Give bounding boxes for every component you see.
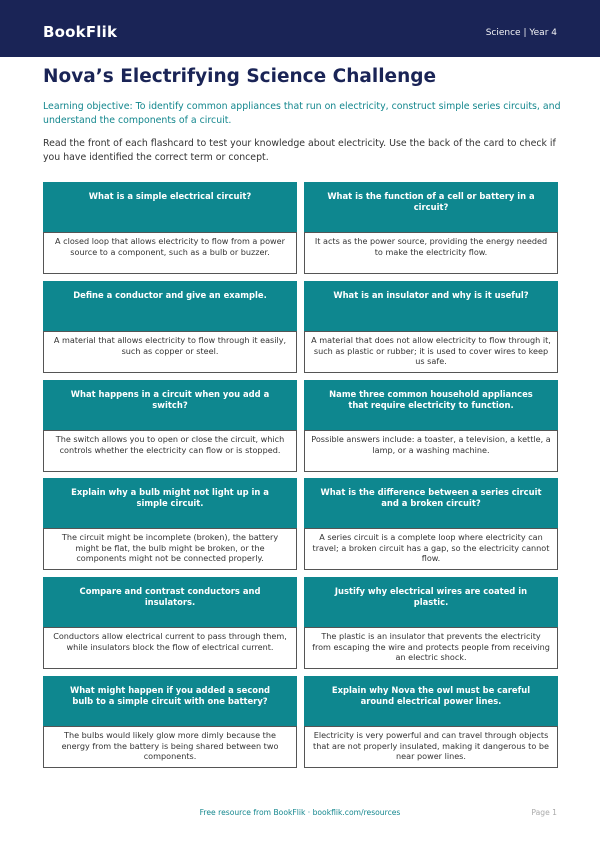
flashcard-front: What is the difference between a series circuit and a broken circuit? [304, 478, 558, 528]
flashcard-front: Define a conductor and give an example. [43, 281, 297, 331]
brand-logo: BookFlik [43, 23, 118, 41]
flashcard-back: A closed loop that allows electricity to flow from a power source to a component, such as a bulb or buzzer. [43, 232, 297, 274]
flashcard [43, 676, 297, 768]
flashcard [43, 577, 297, 669]
flashcard-back: Possible answers include: a toaster, a television, a kettle, a lamp, or a washing machine. [304, 430, 558, 472]
flashcard-back: The switch allows you to open or close the circuit, which controls whether the electricity can flow or is stopped. [43, 430, 297, 472]
flashcard-back: The bulbs would likely glow more dimly because the energy from the battery is being shared between two components. [43, 726, 297, 768]
flashcard-back: Conductors allow electrical current to pass through them, while insulators block the flow of electrical current. [43, 627, 297, 669]
page-number: Page 1 [531, 808, 557, 817]
footer-credit: Free resource from BookFlik · bookflik.com/resources [199, 808, 401, 817]
flashcard [43, 478, 297, 570]
flashcard-back: A material that allows electricity to flow through it easily, such as copper or steel. [43, 331, 297, 373]
instructions: Read the front of each flashcard to test your knowledge about electricity. Use the back of the card to check if you have identified the correct term or concept. [43, 138, 556, 163]
flashcard [304, 478, 558, 570]
flashcard-back: The circuit might be incomplete (broken), the battery might be flat, the bulb might be broken, or the components might not be connected properly. [43, 528, 297, 570]
flashcard-back: A series circuit is a complete loop where electricity can travel; a broken circuit has a gap, so the electricity cannot flow. [304, 528, 558, 570]
flashcard [43, 182, 297, 274]
flashcard [304, 380, 558, 472]
flashcard [304, 577, 558, 669]
flashcard [43, 281, 297, 373]
flashcard-front: Compare and contrast conductors and insulators. [43, 577, 297, 627]
breadcrumb: Science | Year 4 [485, 28, 557, 38]
flashcard-front: Explain why a bulb might not light up in a simple circuit. [43, 478, 297, 528]
flashcard [304, 182, 558, 274]
flashcard-back: Electricity is very powerful and can travel through objects that are not properly insulated, making it dangerous to be near power lines. [304, 726, 558, 768]
flashcard-front: Name three common household appliances that require electricity to function. [304, 380, 558, 430]
flashcard-back: It acts as the power source, providing the energy needed to make the electricity flow. [304, 232, 558, 274]
flashcard-front: What happens in a circuit when you add a switch? [43, 380, 297, 430]
flashcard [43, 380, 297, 472]
flashcard-front: What might happen if you added a second bulb to a simple circuit with one battery? [43, 676, 297, 726]
flashcard-back: The plastic is an insulator that prevents the electricity from escaping the wire and protects people from receiving an electric shock. [304, 627, 558, 669]
flashcard-front: What is the function of a cell or battery in a circuit? [304, 182, 558, 232]
page-title: Nova’s Electrifying Science Challenge [43, 66, 437, 87]
flashcard-front: Justify why electrical wires are coated in plastic. [304, 577, 558, 627]
flashcard-front: What is a simple electrical circuit? [43, 182, 297, 232]
flashcard-front: What is an insulator and why is it useful? [304, 281, 558, 331]
learning-objective: Learning objective: To identify common appliances that run on electricity, construct simple series circuits, and understand the components of a circuit. [43, 101, 561, 126]
flashcard-back: A material that does not allow electricity to flow through it, such as plastic or rubber; it is used to cover wires to keep us safe. [304, 331, 558, 373]
flashcard-front: Explain why Nova the owl must be careful around electrical power lines. [304, 676, 558, 726]
page-header [0, 0, 600, 57]
flashcard [304, 676, 558, 768]
flashcard [304, 281, 558, 373]
